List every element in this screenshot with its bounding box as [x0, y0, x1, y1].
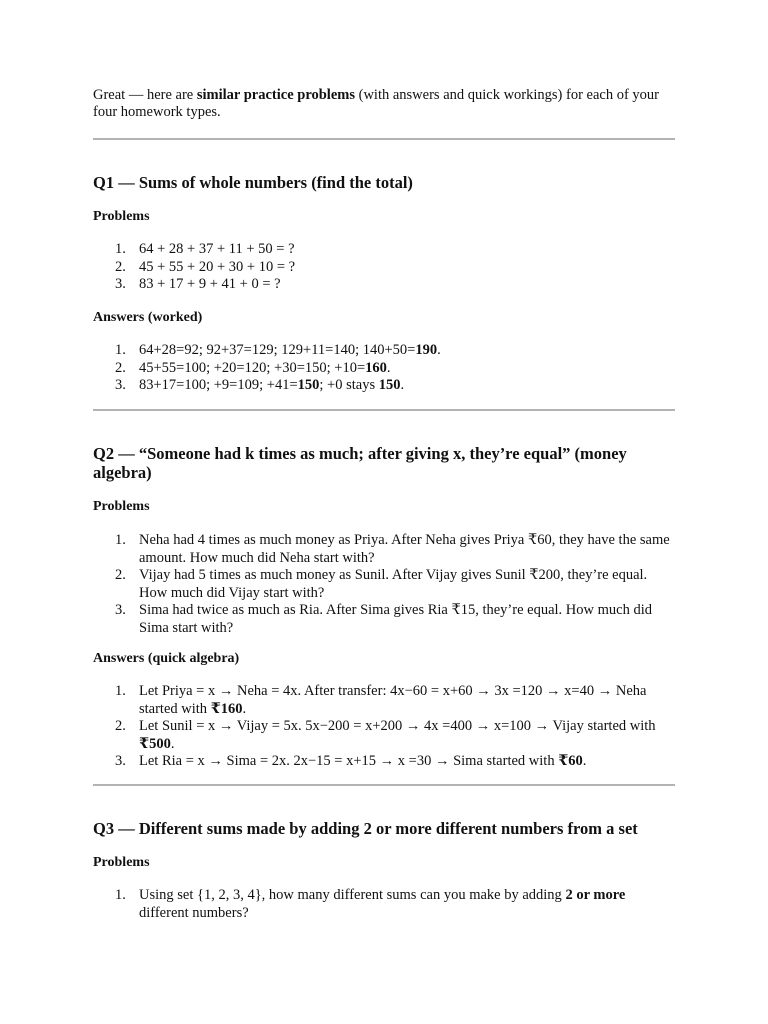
answer-text: 64+28=92; 92+37=129; 129+11=140; 140+50= — [139, 342, 416, 358]
list-item: 3. Sima had twice as much as Ria. After Sima gives Ria ₹15, they’re equal. How much did Sima start with? — [115, 602, 652, 636]
list-item: 2. 45 + 55 + 20 + 30 + 10 = ? — [115, 258, 296, 275]
intro-text: Great — here are — [93, 87, 197, 103]
list-item: 1. 64 + 28 + 37 + 11 + 50 = ? — [115, 241, 295, 257]
answer-result: 190 — [415, 342, 438, 358]
problem-text: different numbers? — [139, 904, 249, 921]
intro-emphasis: similar practice problems — [196, 87, 355, 103]
problem-text: 83 + 17 + 9 + 41 + 0 = ? — [139, 276, 281, 292]
answer-text: 45+55=100; +20=120; +30=150; +10= — [139, 359, 366, 376]
list-item: 2. 45+55=100; +20=120; +30=150; +10=160. — [115, 359, 391, 376]
section-title-q2: Q2 — “Someone had k times as much; after giving x, they’re equal” (money algebra) — [93, 444, 627, 482]
answer-text: Let Sunil = x → Vijay = 5x. 5x−200 = x+200 → 4x =400 → x=100 → Vijay started with — [139, 718, 656, 734]
answer-text: 83+17=100; +9=109; +41= — [139, 377, 298, 393]
answer-result: ₹500 — [139, 735, 171, 752]
problem-list-q3 — [93, 887, 676, 922]
list-item: 3. Let Ria = x → Sima = 2x. 2x−15 = x+15 → x =30 → Sima started with ₹60. — [115, 753, 587, 769]
divider — [93, 138, 675, 140]
list-item: 3. 83+17=100; +9=109; +41=150; +0 stays 150. — [115, 377, 405, 393]
answer-result: 150 — [297, 377, 320, 393]
answer-text: Let Priya = x → Neha = 4x. After transfer: 4x−60 = x+60 → 3x =120 → x=40 → Neha started with — [139, 683, 647, 717]
answer-result: 150 — [378, 377, 401, 393]
answer-punct: . — [582, 753, 587, 769]
problem-text: 64 + 28 + 37 + 11 + 50 = ? — [139, 241, 295, 257]
problems-heading-q3: Problems — [93, 855, 150, 870]
problem-text: Vijay had 5 times as much money as Sunil. After Vijay gives Sunil ₹200, they’re equal. How much did Vijay start with? — [139, 567, 648, 601]
answer-punct: . — [242, 700, 247, 717]
answer-result: ₹60 — [558, 753, 583, 769]
answer-punct: . — [386, 359, 391, 376]
answer-punct: . — [400, 377, 405, 393]
answer-result: ₹160 — [210, 700, 243, 717]
section-title-q1: Q1 — Sums of whole numbers (find the total) — [93, 173, 413, 192]
intro-paragraph — [93, 87, 676, 121]
answer-punct: . — [170, 735, 175, 752]
list-item: 1. Neha had 4 times as much money as Priya. After Neha gives Priya ₹60, they have the same amount. How much did Neha start with? — [115, 532, 670, 566]
answers-heading-q1: Answers (worked) — [93, 310, 203, 325]
answer-text: ; +0 stays — [319, 377, 379, 393]
answers-heading-q2: Answers (quick algebra) — [93, 651, 240, 666]
problem-list-q2 — [93, 532, 676, 637]
list-item: 2. Let Sunil = x → Vijay = 5x. 5x−200 = x+200 → 4x =400 → x=100 → Vijay started with ₹500. — [115, 718, 656, 752]
problem-text: Neha had 4 times as much money as Priya. After Neha gives Priya ₹60, they have the same amount. How much did Neha start with? — [139, 532, 670, 566]
list-item: 3. 83 + 17 + 9 + 41 + 0 = ? — [115, 276, 281, 292]
answer-list-q2 — [93, 683, 676, 771]
divider — [93, 784, 675, 786]
problem-text: Sima had twice as much as Ria. After Sima gives Ria ₹15, they’re equal. How much did Sima start with? — [139, 602, 652, 636]
answer-result: 160 — [365, 359, 387, 376]
list-item: 1. 64+28=92; 92+37=129; 129+11=140; 140+50=190. — [115, 342, 441, 358]
list-item: 2. Vijay had 5 times as much money as Sunil. After Vijay gives Sunil ₹200, they’re equal. How much did Vijay start with? — [115, 567, 648, 601]
problem-emphasis: 2 or more — [565, 887, 626, 903]
problems-heading-q2: Problems — [93, 499, 150, 514]
answer-list-q1 — [93, 342, 676, 395]
list-item: 1. Let Priya = x → Neha = 4x. After transfer: 4x−60 = x+60 → 3x =120 → x=40 → Neha started with ₹160. — [115, 683, 647, 717]
problem-text: Using set {1, 2, 3, 4}, how many different sums can you make by adding — [139, 887, 566, 903]
problem-list-q1 — [93, 241, 676, 294]
answer-text: Let Ria = x → Sima = 2x. 2x−15 = x+15 → x =30 → Sima started with — [139, 753, 559, 769]
answer-punct: . — [437, 342, 441, 358]
intro-text-end: (with answers and quick workings) for each of your four homework types. — [93, 87, 660, 120]
list-item: 1. Using set {1, 2, 3, 4}, how many different sums can you make by adding 2 or more different numbers? — [115, 887, 626, 921]
divider — [93, 409, 675, 411]
problem-text: 45 + 55 + 20 + 30 + 10 = ? — [139, 258, 296, 275]
problems-heading-q1: Problems — [93, 209, 150, 224]
section-title-q3: Q3 — Different sums made by adding 2 or more different numbers from a set — [93, 819, 638, 838]
